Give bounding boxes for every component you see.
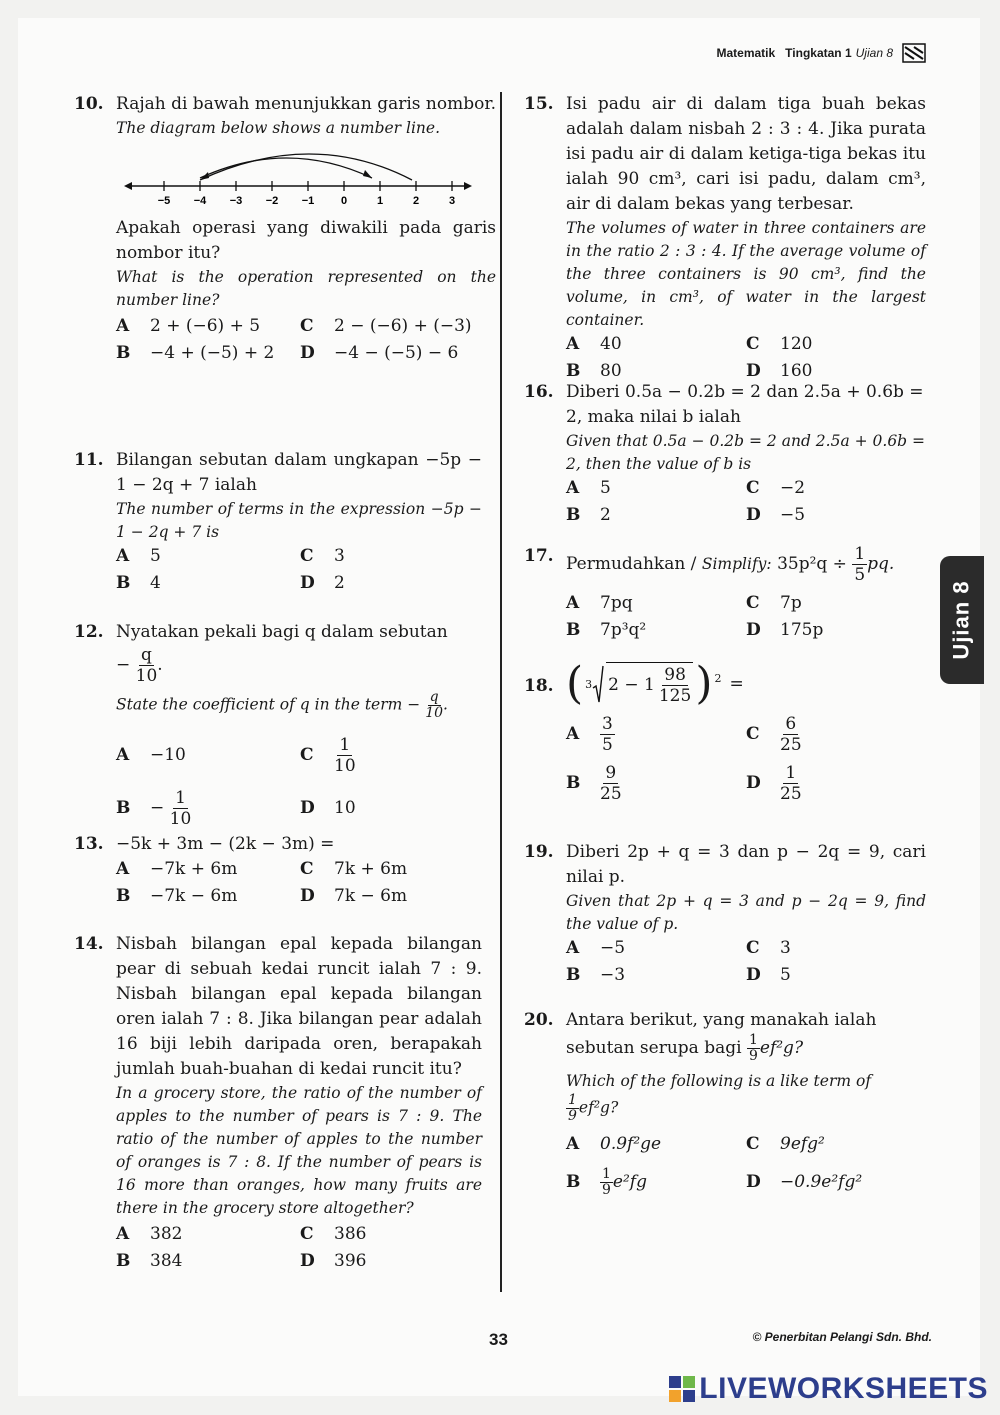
option-a[interactable]: A 2 + (−6) + 5 [116, 316, 261, 336]
liveworksheets-logo-icon [669, 1376, 695, 1402]
option-c[interactable]: C 3 [300, 546, 345, 566]
header-subject: Matematik [716, 46, 776, 60]
page-number: 33 [489, 1330, 508, 1349]
question-number: 11. [74, 450, 104, 470]
question-13 [74, 832, 482, 909]
question-number: 14. [74, 934, 104, 954]
answer-options [116, 1222, 482, 1274]
tick-label: −1 [301, 195, 315, 207]
option-c[interactable]: C 120 [746, 334, 813, 354]
question-text-en: The volumes of water in three containers are in the ratio 2 : 3 : 4. If the average volume of the three containers is 90 cm³, find the volume, in cm³, of water in the largest container. [566, 219, 926, 329]
question-18 [524, 658, 926, 804]
publisher-stripes-icon [903, 44, 925, 62]
answer-options [566, 714, 926, 804]
question-number: 19. [524, 842, 554, 862]
liveworksheets-watermark [669, 1372, 988, 1406]
question-expression: ( 3 2 − 1 $\frac{98}{125}$ ) $^2$ = [566, 658, 744, 709]
answer-options [566, 476, 926, 528]
page-header [716, 44, 925, 62]
question-16 [524, 380, 926, 528]
tick-label: 3 [448, 195, 456, 207]
question-17 [524, 544, 926, 643]
option-a[interactable]: A 40 [566, 334, 622, 354]
option-c[interactable]: C 3 [746, 938, 791, 958]
question-number: 13. [74, 834, 104, 854]
option-d[interactable]: D 10 [300, 798, 356, 818]
question-number: 15. [524, 94, 554, 114]
question-10 [74, 92, 496, 366]
option-d[interactable]: D −0.9e²fg² [746, 1172, 863, 1192]
question-text-ms: Diberi 2p + q = 3 dan p − 2q = 9, cari nilai p. [566, 842, 926, 887]
question-text-ms: −5k + 3m − (2k − 3m) = [116, 834, 335, 854]
fraction-q-over-10: $\frac{q}{10}$ [135, 645, 158, 686]
question-text-ms: Rajah di bawah menunjukkan garis nombor. [116, 94, 496, 114]
option-b[interactable]: B 7p³q² [566, 620, 647, 640]
right-arrow-icon [464, 182, 472, 190]
option-b[interactable]: B 80 [566, 361, 622, 381]
question-text: Permudahkan / Simplify: 35p²q ÷ $\frac{1}{5}$ pq. [566, 544, 895, 585]
question-text-ms: Antara berikut, yang manakah ialah sebutan serupa bagi $\frac{1}{9}$ ef²g? [566, 1010, 877, 1064]
option-b[interactable]: B 384 [116, 1251, 183, 1271]
option-a[interactable]: A −10 [116, 745, 186, 765]
question-11 [74, 448, 482, 596]
option-d[interactable]: D −4 − (−5) − 6 [300, 343, 459, 363]
number-line-diagram [122, 156, 472, 207]
question-text-en: In a grocery store, the ratio of the number of apples to the number of pears is 7 : 9. The ratio of the number of apples to the number of oranges is 7 : 8. If the number of pears is 16 more than oranges, how many fruits are there in the grocery store altogether? [116, 1084, 482, 1217]
option-a[interactable]: A 5 [566, 478, 611, 498]
question-14 [74, 932, 482, 1274]
tick-label: −4 [193, 195, 207, 207]
arrow-head-back [200, 172, 209, 180]
column-divider [500, 92, 502, 1292]
option-d[interactable]: D 2 [300, 573, 345, 593]
question-12 [74, 620, 482, 829]
option-b[interactable]: B $\frac{9}{25}$ [566, 763, 622, 804]
header-form: Tingkatan 1 [785, 46, 852, 60]
header-test: Ujian 8 [855, 46, 893, 60]
tick-label: 1 [376, 195, 384, 207]
question-text-ms: Bilangan sebutan dalam ungkapan −5p − 1 − 2q + 7 ialah [116, 450, 482, 495]
question-text-ms: Nyatakan pekali bagi q dalam sebutan − $\frac{q}{10}$ . [116, 622, 448, 686]
answer-options [566, 936, 926, 988]
option-a[interactable]: A $\frac{3}{5}$ [566, 714, 613, 755]
question-text-ms: Nisbah bilangan epal kepada bilangan pear di sebuah kedai runcit ialah 7 : 9. Nisbah bilangan epal kepada bilangan oren ialah 7 : 8. Jika bilangan pear adalah 16 biji lebih daripada oren, berapakah jumlah buah-buahan di kedai runcit itu? [116, 934, 482, 1079]
arrow-head-forward [363, 170, 372, 178]
option-a[interactable]: A 0.9f²ge [566, 1134, 662, 1154]
tick-marks [158, 181, 455, 207]
question-text-en: Given that 0.5a − 0.2b = 2 and 2.5a + 0.6b = 2, then the value of b is [566, 432, 926, 473]
option-d[interactable]: D 5 [746, 965, 791, 985]
option-d[interactable]: D $\frac{1}{25}$ [746, 763, 802, 804]
option-c[interactable]: C $\frac{1}{10}$ [300, 735, 356, 776]
question-text-ms: Diberi 0.5a − 0.2b = 2 dan 2.5a + 0.6b = 2, maka nilai b ialah [566, 382, 924, 427]
option-b[interactable]: B 4 [116, 573, 161, 593]
question-text-en: The number of terms in the expression −5p − 1 − 2q + 7 is [116, 500, 482, 541]
option-c[interactable]: C −2 [746, 478, 806, 498]
tick-label: 2 [412, 195, 420, 207]
question-number: 12. [74, 622, 104, 642]
option-c[interactable]: C $\frac{6}{25}$ [746, 714, 802, 755]
option-d[interactable]: D 396 [300, 1251, 367, 1271]
option-c[interactable]: C 7k + 6m [300, 859, 408, 879]
option-a[interactable]: A −5 [566, 938, 626, 958]
option-a[interactable]: A 382 [116, 1224, 183, 1244]
question-number: 18. [524, 676, 554, 696]
arc-forward [200, 158, 372, 178]
tick-label: −3 [229, 195, 243, 207]
answer-options [116, 735, 482, 829]
option-b[interactable]: B −4 + (−5) + 2 [116, 343, 275, 363]
option-c[interactable]: C 9efg² [746, 1134, 825, 1154]
question-number: 16. [524, 382, 554, 402]
option-d[interactable]: D 175p [746, 620, 824, 640]
option-b[interactable]: B − $\frac{1}{10}$ [116, 788, 192, 829]
answer-options [116, 544, 482, 596]
tick-label: 0 [340, 195, 348, 207]
question-text-en: State the coefficient of q in the term − $\frac{q}{10}$ . [116, 689, 448, 721]
question-text-en-2: What is the operation represented on the number line? [116, 268, 496, 309]
option-a[interactable]: A −7k + 6m [116, 859, 238, 879]
question-number: 10. [74, 94, 104, 114]
option-b[interactable]: B −3 [566, 965, 626, 985]
option-c[interactable]: C 386 [300, 1224, 367, 1244]
answer-options [116, 314, 496, 366]
watermark-text: LIVEWORKSHEETS [699, 1372, 988, 1405]
option-d[interactable]: D 160 [746, 361, 813, 381]
option-b[interactable]: B 2 [566, 505, 611, 525]
option-a[interactable]: A 5 [116, 546, 161, 566]
publisher-credit: © Penerbitan Pelangi Sdn. Bhd. [752, 1330, 932, 1344]
arc-back [200, 154, 412, 180]
question-number: 17. [524, 546, 554, 566]
option-c[interactable]: C 7p [746, 593, 802, 613]
chapter-side-tab: Ujian 8 [940, 556, 984, 684]
option-b[interactable]: B $\frac{1}{9}$ e²fg [566, 1166, 647, 1198]
question-19 [524, 840, 926, 988]
tick-label: −5 [157, 195, 171, 207]
answer-options [566, 1132, 926, 1198]
question-20 [524, 1008, 926, 1198]
option-a[interactable]: A 7pq [566, 593, 633, 613]
radical-sign-icon [592, 664, 604, 704]
answer-options [116, 857, 482, 909]
question-number: 20. [524, 1010, 554, 1030]
question-text-ms-2: Apakah operasi yang diwakili pada garis nombor itu? [116, 218, 496, 263]
question-text-ms: Isi padu air di dalam tiga buah bekas adalah dalam nisbah 2 : 3 : 4. Jika purata isi padu air di dalam ketiga-tiga bekas itu ialah 90 cm³, cari isi padu, dalam cm³, air di dalam bekas yang terbesar. [566, 94, 926, 214]
tick-label: −2 [265, 195, 279, 207]
question-text-en: The diagram below shows a number line. [116, 119, 440, 137]
option-d[interactable]: D −5 [746, 505, 806, 525]
question-15 [524, 92, 926, 384]
option-d[interactable]: D 7k − 6m [300, 886, 408, 906]
answer-options [566, 591, 926, 643]
question-text-en: Given that 2p + q = 3 and p − 2q = 9, find the value of p. [566, 892, 926, 933]
question-text-en: Which of the following is a like term of $\frac{1}{9}$ ef²g? [566, 1072, 872, 1124]
answer-options [566, 332, 926, 384]
option-b[interactable]: B −7k − 6m [116, 886, 238, 906]
left-arrow-icon [124, 182, 132, 190]
option-c[interactable]: C 2 − (−6) + (−3) [300, 316, 472, 336]
